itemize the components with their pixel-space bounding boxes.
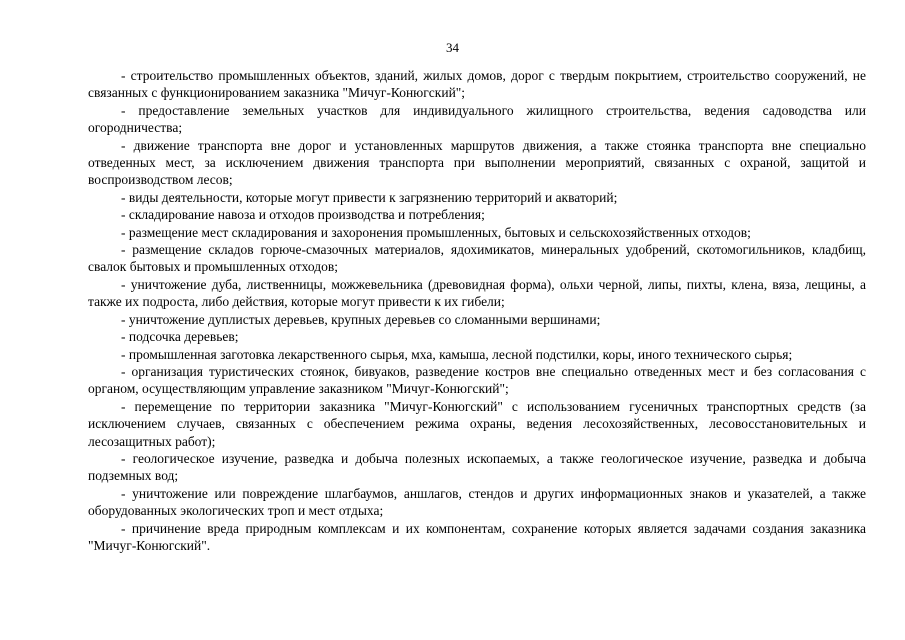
list-item: - геологическое изучение, разведка и добыча полезных ископаемых, а также геологическое изучение, разведка и добыча подземных вод;	[88, 450, 866, 484]
list-item: - складирование навоза и отходов производства и потребления;	[121, 207, 485, 223]
list-item: - строительство промышленных объектов, зданий, жилых домов, дорог с твердым покрытием, строительство сооружений, не связанных с функционированием заказника "Мичуг-Конюгский";	[88, 68, 866, 101]
list-item: - подсочка деревьев;	[121, 329, 239, 345]
prohibited-activities-list	[88, 67, 866, 554]
page-number: 34	[446, 40, 459, 55]
list-item: - уничтожение дуба, лиственницы, можжевельника (древовидная форма), ольхи черной, липы, пихты, клена, вяза, лещины, а также их подроста, либо действия, которые могут привести к их гибели;	[88, 276, 866, 310]
list-item: - движение транспорта вне дорог и установленных маршрутов движения, а также стоянка транспорта вне специально отведенных мест, за исключением движения транспорта при выполнении мероприятий, связанных с охраной, защитой и воспроизводством лесов;	[88, 137, 866, 188]
list-item: - организация туристических стоянок, бивуаков, разведение костров вне специально отведенных мест и без согласования с органом, осуществляющим управление заказником "Мичуг-Конюгский";	[88, 363, 866, 397]
list-item: - промышленная заготовка лекарственного сырья, мха, камыша, лесной подстилки, коры, иного технического сырья;	[121, 346, 793, 362]
list-item: - перемещение по территории заказника "Мичуг-Конюгский" с использованием гусеничных транспортных средств (за исключением случаев, связанных с обеспечением режима охраны, ведения лесохозяйственных, лесовосстановительных и лесозащитных работ);	[88, 398, 866, 449]
list-item: - предоставление земельных участков для индивидуального жилищного строительства, ведения садоводства или огородничества;	[88, 102, 866, 136]
list-item: - размещение складов горюче-смазочных материалов, ядохимикатов, минеральных удобрений, скотомогильников, кладбищ, свалок бытовых и промышленных отходов;	[88, 242, 866, 275]
list-item: - уничтожение дуплистых деревьев, крупных деревьев со сломанными вершинами;	[121, 311, 601, 327]
list-item: - уничтожение или повреждение шлагбаумов, аншлагов, стендов и других информационных знаков и указателей, а также оборудованных экологических троп и мест отдыха;	[88, 485, 866, 519]
list-item: - причинение вреда природным комплексам и их компонентам, сохранение которых является задачами создания заказника "Мичуг-Конюгский".	[88, 520, 866, 553]
list-item: - виды деятельности, которые могут привести к загрязнению территорий и акваторий;	[121, 189, 618, 205]
list-item: - размещение мест складирования и захоронения промышленных, бытовых и сельскохозяйственных отходов;	[121, 224, 751, 240]
